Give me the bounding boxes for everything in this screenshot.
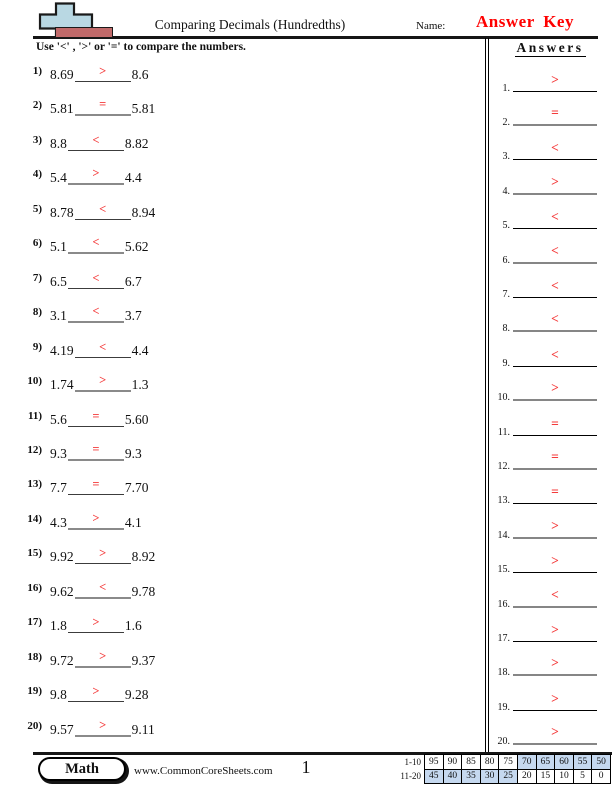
answer-blank (513, 723, 597, 745)
answer-row (490, 66, 597, 92)
problem-number: 1) (32, 65, 42, 77)
answer-number: 1. (502, 82, 510, 94)
problem-row (18, 198, 156, 220)
comparison-symbol: < (92, 132, 100, 147)
score-cell: 80 (480, 755, 499, 770)
problem-row (18, 542, 156, 564)
comparison-symbol: = (92, 408, 100, 423)
problem-value-b: 5.60 (124, 411, 149, 427)
answer-number: 16. (497, 598, 510, 610)
page-number: 1 (301, 757, 311, 777)
problem-row (18, 94, 156, 116)
answer-symbol: < (551, 242, 559, 258)
answer-blank (513, 346, 597, 367)
answer-row (490, 238, 597, 264)
answer-blank (513, 310, 597, 332)
answer-row (490, 582, 597, 608)
problem-answer-blank (75, 339, 131, 358)
answer-blank (513, 242, 597, 264)
problem-answer-blank (68, 476, 124, 495)
answer-row (490, 444, 597, 470)
problem-value-b: 9.3 (124, 445, 142, 461)
problem-value-a: 5.81 (50, 101, 74, 117)
answer-row (490, 134, 597, 163)
problem-answer-blank (68, 270, 124, 289)
score-cell: 0 (592, 769, 611, 784)
answer-symbol: < (551, 277, 559, 293)
problem-number: 14) (27, 512, 42, 525)
answer-number: 20. (497, 736, 510, 748)
score-cell: 40 (443, 769, 462, 784)
problem-number: 16) (27, 581, 42, 594)
answer-symbol: < (551, 209, 559, 225)
comparison-symbol: > (92, 684, 100, 699)
comparison-symbol: = (99, 97, 107, 112)
problem-value-a: 4.19 (50, 342, 74, 358)
comparison-symbol: > (99, 648, 107, 663)
answer-blank (513, 379, 597, 401)
problem-value-a: 9.8 (50, 687, 67, 703)
score-cell: 75 (499, 755, 518, 770)
comparison-symbol: < (99, 339, 107, 354)
score-cell: 10 (555, 769, 574, 784)
answer-symbol: < (551, 586, 559, 602)
answer-number: 12. (497, 460, 510, 472)
problem-answer-blank (68, 132, 124, 151)
answer-symbol: < (551, 140, 559, 156)
answer-symbol: < (551, 346, 559, 362)
score-cell: 30 (480, 769, 499, 784)
problem-value-a: 9.92 (50, 549, 74, 565)
answer-number: 5. (502, 220, 510, 232)
problem-value-b: 8.94 (131, 204, 156, 220)
problem-row (18, 508, 143, 530)
problem-number: 11) (27, 409, 42, 422)
answer-blank (513, 71, 597, 92)
score-cell: 5 (573, 769, 592, 784)
score-cell: 20 (517, 769, 536, 784)
answer-row (490, 410, 597, 436)
logo-pencil-bar (55, 27, 113, 38)
problem-value-a: 1.8 (50, 618, 67, 634)
answer-row (490, 478, 597, 507)
answer-row (490, 100, 597, 126)
score-row (394, 769, 610, 784)
problem-row (18, 336, 150, 358)
problem-number: 9) (32, 340, 42, 353)
answer-symbol: > (551, 690, 559, 706)
comparison-symbol: = (92, 441, 100, 456)
answer-number: 8. (502, 323, 510, 335)
answer-number: 2. (502, 116, 510, 128)
answer-number: 4. (502, 185, 510, 197)
problem-number: 8) (32, 306, 42, 319)
problem-row (18, 163, 143, 185)
problem-value-b: 3.7 (124, 308, 142, 324)
answer-symbol: > (551, 553, 559, 569)
answer-row (490, 650, 597, 679)
score-cell: 45 (425, 769, 444, 784)
problem-value-a: 9.57 (50, 721, 74, 737)
score-cell: 55 (573, 755, 592, 770)
answer-row (490, 306, 597, 335)
answer-number: 9. (502, 357, 510, 369)
problem-value-a: 1.74 (50, 377, 74, 393)
problem-number: 3) (32, 133, 42, 146)
answer-symbol: < (551, 311, 559, 327)
problem-answer-blank (75, 579, 131, 599)
answer-number: 14. (497, 529, 510, 541)
comparison-symbol: > (99, 717, 107, 732)
problem-number: 2) (32, 99, 42, 112)
answer-blank (513, 277, 597, 298)
answer-symbol: > (551, 517, 559, 533)
answer-symbol: > (551, 173, 559, 189)
problem-value-b: 4.1 (124, 514, 142, 530)
answer-row (490, 203, 597, 232)
problem-number: 15) (27, 547, 42, 560)
answer-blank (513, 173, 597, 195)
answer-number: 17. (497, 632, 510, 644)
answer-row (490, 513, 597, 539)
score-row (394, 755, 610, 770)
score-cell: 35 (462, 769, 481, 784)
problem-value-a: 6.5 (50, 273, 67, 289)
problem-number: 17) (27, 616, 42, 629)
problem-answer-blank (68, 408, 124, 427)
answer-blank (513, 690, 597, 711)
answer-row (490, 719, 597, 748)
comparison-symbol: > (99, 546, 107, 561)
answer-blank (513, 483, 597, 504)
problem-value-a: 5.4 (50, 170, 67, 186)
problem-value-b: 9.78 (131, 583, 156, 599)
answer-blank (513, 517, 597, 539)
problem-value-b: 9.28 (124, 687, 149, 703)
problem-number: 20) (27, 719, 42, 732)
comparison-symbol: < (99, 201, 107, 216)
score-cell: 15 (536, 769, 555, 784)
problem-value-b: 1.6 (124, 618, 142, 634)
problem-value-a: 9.72 (50, 652, 74, 668)
problem-row (18, 301, 143, 323)
problem-value-b: 8.6 (131, 67, 149, 82)
problem-value-a: 3.1 (50, 308, 67, 324)
answer-blank (513, 139, 597, 160)
problem-answer-blank (68, 683, 124, 702)
answer-blank (513, 552, 597, 573)
answer-blank (513, 448, 597, 470)
problem-answer-blank (75, 372, 131, 392)
problem-number: 12) (27, 443, 42, 456)
answer-row (490, 272, 597, 298)
answer-symbol: > (551, 655, 559, 671)
problem-row (18, 370, 150, 392)
problem-row (18, 405, 150, 427)
comparison-symbol: > (92, 615, 100, 630)
problem-value-b: 9.37 (131, 652, 156, 668)
answer-symbol: > (551, 724, 559, 740)
answer-symbol: > (551, 380, 559, 396)
answer-key-text: Answer Key (476, 12, 574, 31)
answer-row (490, 341, 597, 367)
problem-value-b: 5.62 (124, 239, 149, 255)
problem-value-b: 8.82 (124, 135, 149, 151)
answer-symbol: > (551, 71, 559, 87)
problem-value-b: 5.81 (131, 101, 156, 117)
instructions-text: Use '<' , '>' or '=' to compare the numbers. (36, 41, 246, 53)
comparison-symbol: > (92, 510, 100, 525)
problem-number: 10) (27, 375, 42, 388)
score-cell: 70 (517, 755, 536, 770)
comparison-symbol: < (92, 304, 100, 319)
answer-blank (513, 654, 597, 676)
problem-value-a: 8.8 (50, 135, 67, 151)
problem-answer-blank (68, 234, 124, 254)
problem-row (18, 60, 150, 82)
problem-answer-blank (75, 201, 131, 220)
answer-number: 19. (497, 701, 510, 713)
answer-symbol: = (551, 104, 559, 120)
problem-value-a: 5.6 (50, 411, 67, 427)
answer-blank (513, 586, 597, 608)
problem-row (18, 680, 150, 702)
answer-blank (513, 415, 597, 436)
problem-row (18, 473, 150, 495)
problem-answer-blank (75, 96, 131, 116)
score-row-label: 11-20 (400, 771, 421, 782)
problem-answer-blank (68, 441, 124, 461)
scoring-grid (394, 754, 611, 784)
name-label: Name: (416, 20, 446, 32)
answer-number: 6. (502, 254, 510, 266)
problem-answer-blank (68, 165, 124, 185)
answers-column-separator (485, 38, 489, 752)
answer-symbol: = (551, 415, 559, 431)
answer-number: 18. (497, 667, 510, 679)
answer-blank (513, 104, 597, 126)
problem-answer-blank (68, 510, 124, 530)
website-url: www.CommonCoreSheets.com (134, 765, 273, 777)
comparison-symbol: > (92, 166, 100, 181)
problem-value-b: 4.4 (124, 170, 142, 186)
problem-answer-blank (68, 303, 124, 323)
problem-row (18, 646, 156, 668)
problem-row (18, 232, 150, 254)
answer-symbol: = (551, 448, 559, 464)
problem-row (18, 611, 143, 633)
answer-row (490, 169, 597, 195)
answer-number: 15. (497, 564, 510, 576)
comparison-symbol: < (92, 270, 100, 285)
score-cell: 25 (499, 769, 518, 784)
problem-number: 13) (27, 478, 42, 491)
score-cell: 85 (462, 755, 481, 770)
answer-number: 13. (497, 495, 510, 507)
problem-value-a: 9.3 (50, 445, 67, 461)
comparison-symbol: < (92, 235, 100, 250)
problem-row (18, 439, 143, 461)
answer-row (490, 616, 597, 642)
answer-row (490, 375, 597, 404)
score-cell: 60 (555, 755, 574, 770)
problem-answer-blank (75, 545, 131, 564)
page-title: Comparing Decimals (Hundredths) (154, 17, 346, 32)
problem-value-a: 8.78 (50, 204, 74, 220)
answer-number: 3. (502, 151, 510, 163)
problem-number: 4) (32, 168, 42, 181)
score-cell: 95 (425, 755, 444, 770)
problem-row (18, 129, 150, 151)
problem-number: 18) (27, 650, 42, 663)
answer-number: 11. (497, 426, 510, 438)
comparison-symbol: > (99, 373, 107, 388)
answer-blank (513, 208, 597, 229)
answers-list (490, 0, 608, 792)
problem-number: 6) (32, 237, 42, 250)
problem-value-a: 4.3 (50, 514, 67, 530)
problem-row (18, 577, 156, 599)
answer-row (490, 547, 597, 576)
score-row-label: 1-10 (404, 756, 421, 767)
problem-row (18, 267, 143, 289)
problem-value-a: 7.7 (50, 480, 67, 496)
comparison-symbol: > (99, 64, 107, 78)
problem-value-a: 8.69 (50, 67, 74, 82)
problem-value-b: 1.3 (131, 377, 149, 393)
problem-value-a: 9.62 (50, 583, 74, 599)
problem-number: 19) (27, 685, 42, 698)
problem-answer-blank (75, 717, 131, 737)
score-cell: 90 (443, 755, 462, 770)
comparison-symbol: < (99, 579, 107, 594)
problem-value-b: 9.11 (131, 721, 155, 737)
problem-answer-blank (68, 614, 124, 633)
score-cell: 50 (592, 755, 611, 770)
answer-row (490, 685, 597, 711)
problem-value-a: 5.1 (50, 239, 67, 255)
answer-symbol: > (551, 621, 559, 637)
problem-value-b: 7.70 (124, 480, 149, 496)
problem-number: 5) (32, 202, 42, 215)
answers-column-title: Answers (516, 40, 584, 55)
problem-value-b: 8.92 (131, 549, 156, 565)
subject-badge: Math (38, 757, 126, 781)
problem-value-b: 4.4 (131, 342, 149, 358)
problem-row (18, 715, 156, 737)
score-cell: 65 (536, 755, 555, 770)
problem-value-b: 6.7 (124, 273, 142, 289)
answer-symbol: = (551, 484, 559, 500)
comparison-symbol: = (92, 477, 100, 492)
problem-answer-blank (75, 63, 131, 82)
problems-list (18, 0, 318, 792)
problem-number: 7) (32, 271, 42, 284)
answer-number: 7. (502, 288, 510, 300)
problem-answer-blank (75, 648, 131, 668)
answer-blank (513, 621, 597, 642)
answer-number: 10. (497, 392, 510, 404)
